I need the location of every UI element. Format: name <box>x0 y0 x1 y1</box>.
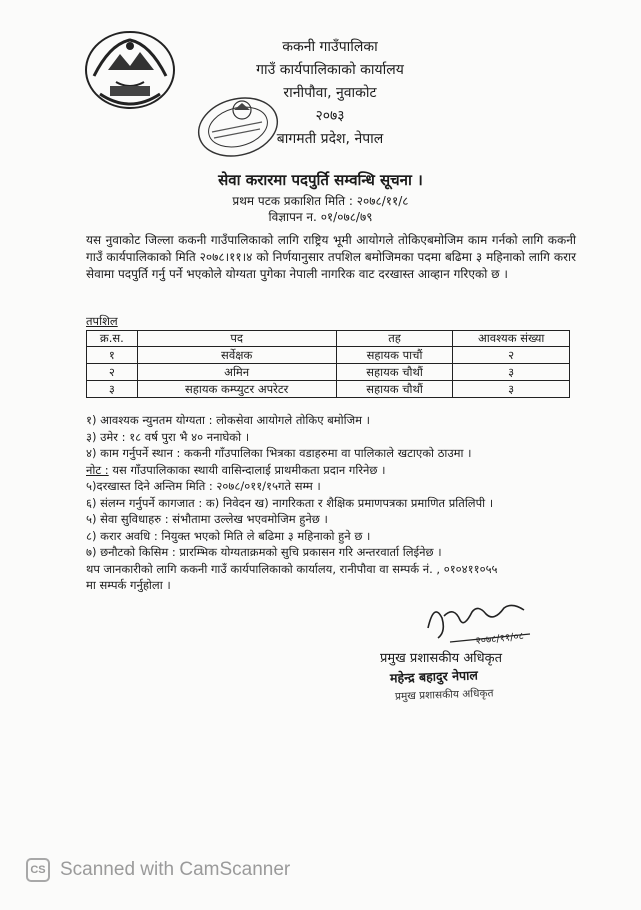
watermark-text: Scanned with CamScanner <box>60 859 291 880</box>
condition-item: ६) संलग्न गर्नुपर्ने कागजात : क) निवेदन ख) नागरिकता र शैक्षिक प्रमाणपत्रका प्रमाणित प्रतिलिपी । <box>86 495 494 510</box>
office-name: गाउँ कार्यपालिकाको कार्यालय <box>256 62 404 78</box>
condition-item: ८) करार अवधि : नियुक्त भएको मिति ले बढिमा ३ महिनाको हुने छ । <box>86 528 371 543</box>
table-row <box>87 381 570 398</box>
table-header-row <box>87 331 570 347</box>
condition-item: ३) उमेर : १८ वर्ष पुरा भै ४० ननाघेको । <box>86 429 250 444</box>
established-year: २०७३ <box>315 108 345 124</box>
cell-post: सहायक कम्प्युटर अपरेटर <box>137 381 336 398</box>
header-sn: क्र.स. <box>87 331 138 347</box>
cell-level: सहायक चौथौं <box>336 381 453 398</box>
contact-info-end: मा सम्पर्क गर्नुहोला । <box>86 578 171 592</box>
table-row <box>87 364 570 381</box>
signature-date: २०७८/११/०८ <box>475 630 525 647</box>
advertisement-number: विज्ञापन न. ०१/०७८/७९ <box>268 210 373 224</box>
signatory-title: प्रमुख प्रशासकीय अधिकृत <box>380 651 503 666</box>
intro-paragraph: यस नुवाकोट जिल्ला ककनी गाउँपालिकाको लागि राष्ट्रिय भूमी आयोगले तोकिएबमोजिम काम गर्नको लागि ककनी गाउँ कार्यपालिकाको मिति २०७८।११।४ को निर्णयानुसार तपशिल बमोजिमका पदमा बढिमा ३ महिनाको लागि करार सेवामा पदपुर्ति गर्नु पर्ने भएकोले योग्यता पुगेका नेपाली नागरिक वाट दरखास्त आव्हान गरिएको छ । <box>86 233 576 281</box>
signatory-name: महेन्द्र बहादुर नेपाल <box>389 667 479 686</box>
camscanner-logo-icon: CS <box>26 858 50 882</box>
table-row <box>87 347 570 364</box>
note-text: यस गाँउपालिकाका स्थायी वासिन्दालाई प्राथमीकता प्रदान गरिनेछ । <box>112 462 386 477</box>
note-label: नोट : <box>86 462 109 477</box>
signatory-stamp: प्रमुख प्रशासकीय अधिकृत <box>394 687 494 703</box>
contact-info: थप जानकारीको लागि ककनी गाउँ कार्यपालिकाको कार्यालय, रानीपौवा वा सम्पर्क नं. , ०१०४११०५५ <box>86 561 498 576</box>
province-country: बागमती प्रदेश, नेपाल <box>276 131 384 147</box>
nepal-emblem-logo <box>80 24 180 112</box>
office-address: रानीपौवा, नुवाकोट <box>283 85 377 101</box>
header-count: आवश्यक संख्या <box>453 331 570 347</box>
condition-item: ५)दरखास्त दिने अन्तिम मिति : २०७८/०११/१५गते सम्म । <box>86 479 321 493</box>
municipality-name: ककनी गाउँपालिका <box>282 39 378 55</box>
header-post: पद <box>137 331 336 347</box>
condition-note <box>86 462 586 479</box>
cell-sn: २ <box>87 364 138 381</box>
notice-title: सेवा करारमा पदपुर्ति सम्वन्धि सूचना । <box>218 171 423 189</box>
cell-sn: ३ <box>87 381 138 398</box>
cell-count: ३ <box>453 364 570 381</box>
header-level: तह <box>336 331 453 347</box>
cell-level: सहायक पाचौं <box>336 347 453 364</box>
table-caption: तपशिल <box>86 314 118 328</box>
cell-post: सर्वेक्षक <box>137 347 336 364</box>
condition-item: ५) सेवा सुविधाहरु : संभौतामा उल्लेख भएवमोजिम हुनेछ । <box>86 512 328 526</box>
published-date: प्रथम पटक प्रकाशित मिति : २०७८/११/८ <box>232 194 409 208</box>
cell-count: ३ <box>453 381 570 398</box>
cell-sn: १ <box>87 347 138 364</box>
conditions-list <box>86 412 586 594</box>
condition-item: ७) छनौटको किसिम : प्रारम्भिक योग्यताक्रमको सुचि प्रकासन गरि अन्तरवार्ता लिईनेछ । <box>86 545 442 559</box>
camscanner-watermark <box>26 858 290 882</box>
cell-level: सहायक चौथौं <box>336 364 453 381</box>
cell-post: अमिन <box>137 364 336 381</box>
condition-item: १) आवश्यक न्युनतम योग्यता : लोकसेवा आयोगले तोकिए बमोजिम । <box>86 413 371 427</box>
handwritten-signature <box>420 598 540 648</box>
office-seal-stamp <box>190 92 286 162</box>
condition-item: ४) काम गर्नुपर्ने स्थान : ककनी गाँउपालिका भित्रका वडाहरुमा वा पालिकाले खटाएको ठाउमा । <box>86 446 472 460</box>
cell-count: २ <box>453 347 570 364</box>
vacancy-table <box>86 330 570 398</box>
